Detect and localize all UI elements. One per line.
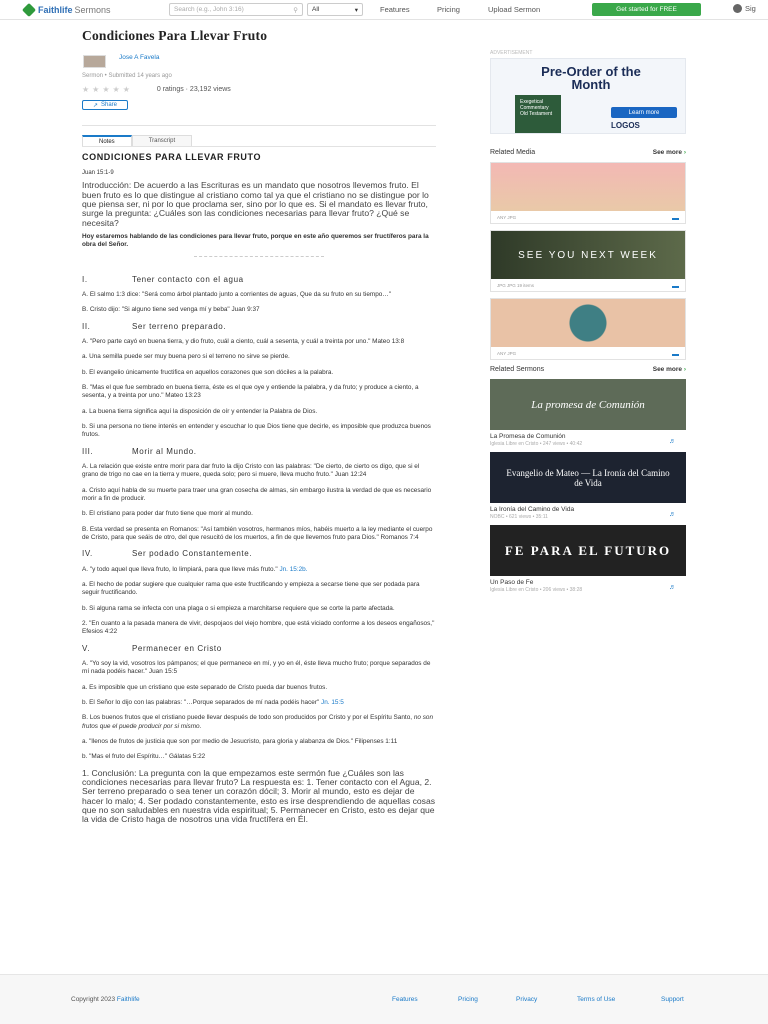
related-sermons-title: Related Sermons — [490, 366, 545, 373]
footer-terms[interactable]: Terms of Use — [577, 996, 616, 1003]
sign-in-label: Sig — [745, 4, 756, 13]
divider — [82, 125, 436, 126]
media-bar — [491, 347, 685, 359]
note-paragraph: a. Es imposible que un cristiano que este separado de Cristo pueda dar buenos frutos. — [82, 683, 328, 691]
nav-upload-sermon[interactable]: Upload Sermon — [488, 5, 541, 14]
footer-brand-link[interactable]: Faithlife — [116, 996, 140, 1003]
sermon-title[interactable]: La Promesa de Comunión — [490, 433, 566, 440]
download-icon[interactable] — [672, 214, 679, 220]
get-started-button[interactable]: Get started for FREE — [592, 3, 701, 16]
audio-icon[interactable]: ♬ — [669, 584, 676, 591]
scripture-link[interactable]: Jn. 15:2b. — [279, 565, 308, 573]
footer — [0, 974, 768, 1024]
faithlife-logo-icon — [22, 2, 36, 16]
conclusion: 1. Conclusión: La pregunta con la que empezamos este sermón fue ¿Cuáles son las condiciones necesarias para llevar fruto? La respuesta es: 1. Tener contacto con el Agua, 2. Ser terreno preparado o sea tener un corazón dócil; 3. Morir al mundo, esto es dejar de hacer lo malo; 4. Ser podado constantemente, esto es irse desprendiendo de aquellas cosas que no son saludables en nuestra vida espiritual; 5. Permanecer en Cristo, esto es dejar que la vida de Cristo haga de nosotros una vida fructífera en Él. — [82, 767, 436, 825]
audio-icon[interactable]: ♬ — [669, 511, 676, 518]
media-thumbnail: SEE YOU NEXT WEEK — [491, 231, 685, 279]
see-more-label: See more — [652, 366, 683, 373]
section-heading — [82, 644, 436, 654]
related-sermons-header — [490, 366, 686, 373]
author-avatar[interactable] — [83, 55, 106, 68]
note-paragraph: a. Cristo aquí habla de su muerte para traer una gran cosecha de almas, sin embargo ilustra la verdad de que es necesario morir a fin de producir. — [82, 486, 432, 502]
related-sermon-card[interactable] — [490, 452, 686, 520]
note-paragraph: A. "Pero parte cayó en buena tierra, y dio fruto, cuál a ciento, cuál a sesenta, y cuál a treinta por uno." Mateo 13:8 — [82, 337, 405, 345]
note-paragraph: a. El hecho de podar sugiere que cualquier rama que este fructificando y empieza a secarse tiene que ser podada para seguir fructificando. — [82, 581, 420, 597]
top-bar — [0, 0, 768, 20]
intro-bold: Hoy estaremos hablando de las condiciones para llevar fruto, porque en este año queremos ser fructíferos para la obra del Señor. — [82, 232, 429, 249]
author-link[interactable]: Jose A Favela — [119, 54, 160, 61]
note-paragraph — [82, 566, 436, 574]
chevron-right-icon: › — [683, 149, 686, 156]
brand-name: Faithlife — [38, 4, 73, 15]
note-paragraph: A. "Yo soy la vid, vosotros los pámpanos; el que permanece en mí, y yo en él, éste lleva mucho fruto; porque separados de mí nada podéis hacer." Juan 15:5 — [82, 660, 431, 676]
logos-logo: LOGOS — [611, 121, 640, 130]
faithlife-logo[interactable] — [24, 5, 162, 15]
section-title: Morir al Mundo. — [132, 446, 197, 456]
media-thumbnail — [491, 299, 685, 347]
share-label: Share — [101, 102, 118, 108]
download-icon[interactable] — [672, 282, 679, 288]
note-paragraph: A. El salmo 1:3 dice: "Será como árbol plantado junto a corrientes de aguas, Que da su fruto en su tiempo…" — [82, 290, 391, 298]
star-rating-icon[interactable]: ★★★★★ — [82, 85, 133, 94]
footer-pricing[interactable]: Pricing — [458, 996, 478, 1003]
section-title: Tener contacto con el agua — [132, 274, 244, 284]
nav-features[interactable]: Features — [380, 5, 410, 14]
footer-support[interactable]: Support — [661, 996, 684, 1003]
footer-privacy[interactable]: Privacy — [516, 996, 538, 1003]
learn-more-button[interactable]: Learn more — [611, 107, 677, 118]
advertisement[interactable] — [490, 58, 686, 134]
section-title: Permanecer en Cristo — [132, 643, 222, 653]
related-media-item[interactable] — [490, 162, 686, 224]
section-number: II. — [82, 321, 91, 331]
tab-transcript[interactable]: Transcript — [132, 135, 192, 147]
sermon-title[interactable]: La Ironía del Camino de Vida — [490, 506, 575, 513]
ratings-views: 0 ratings · 23,192 views — [156, 86, 231, 93]
section-heading — [82, 549, 436, 559]
note-paragraph: a. Una semilla puede ser muy buena pero si el terreno no sirve se pierde. — [82, 353, 290, 361]
related-sermons-see-more[interactable] — [653, 366, 686, 373]
filter-value: All — [312, 6, 320, 13]
section-number: I. — [82, 274, 88, 284]
media-meta: ANY JPG — [497, 350, 517, 356]
user-icon — [733, 4, 742, 13]
search-input[interactable] — [169, 3, 303, 16]
note-paragraph: 2. "En cuanto a la pasada manera de vivir, despojaos del viejo hombre, que está viciado conforme a los deseos engañosos," Efesios 4:22 — [82, 620, 435, 636]
nav-pricing[interactable]: Pricing — [437, 5, 460, 14]
media-meta: ANY JPG — [497, 214, 517, 220]
ad-book-image — [515, 95, 561, 134]
chevron-right-icon: › — [683, 366, 686, 373]
sermon-thumbnail: FE PARA EL FUTURO — [490, 525, 686, 576]
note-paragraph: b. El cristiano para poder dar fruto tiene que morir al mundo. — [82, 510, 253, 518]
sermon-notes — [82, 152, 436, 824]
separator — [194, 256, 324, 257]
ad-book-title: Exegetical Commentary Old Testament — [520, 99, 553, 117]
section-number: V. — [82, 643, 91, 653]
sermon-thumbnail: Evangelio de Mateo — La Ironía del Camino de Vida — [490, 452, 686, 503]
section-title: Ser terreno preparado. — [132, 321, 227, 331]
note-paragraph: B. Esta verdad se presenta en Romanos: "Así también vosotros, hermanos míos, habéis muerto a la ley mediante el cuerpo de Cristo, para que seáis de otro, del que resucitó de los muertos, a fin de que llevemos fruto para Dios." Romanos 7:4 — [82, 525, 433, 541]
divider — [82, 146, 436, 147]
note-paragraph — [82, 699, 436, 707]
sermon-meta: Iglesia Libre en Cristo • 247 views • 40:42 — [490, 441, 583, 447]
sermon-meta: Sermon • Submitted 14 years ago — [82, 73, 172, 79]
section-title: Ser podado Constantemente. — [132, 549, 253, 559]
sermon-thumbnail: La promesa de Comunión — [490, 379, 686, 430]
note-paragraph: B. Cristo dijo: "Si alguno tiene sed venga mí y beba" Juan 9:37 — [82, 306, 260, 314]
note-paragraph: b. Si una persona no tiene interés en entender y escuchar lo que Dios tiene que decirle, es imposible que produzca buenos frutos. — [82, 422, 431, 439]
notes-heading: CONDICIONES PARA LLEVAR FRUTO — [82, 152, 262, 162]
tab-notes[interactable]: Notes — [82, 135, 132, 147]
sign-in-link[interactable] — [733, 4, 756, 13]
download-icon[interactable] — [672, 350, 679, 356]
media-thumbnail — [491, 163, 685, 211]
note-paragraph: A. La relación que existe entre morir para dar fruto la dijo Cristo con las palabras: "De cierto, de cierto os digo, que si el grano de trigo no cae en la tierra y muere, queda solo; pero si muere, lleva mucho fruto." Juan 12:24 — [82, 463, 420, 479]
related-sermon-card[interactable] — [490, 525, 686, 593]
section-heading — [82, 322, 436, 332]
section-heading — [82, 275, 436, 285]
share-button[interactable] — [82, 100, 128, 110]
section-number: IV. — [82, 549, 93, 559]
footer-features[interactable]: Features — [392, 996, 418, 1003]
related-media-item[interactable] — [490, 298, 686, 360]
related-media-title: Related Media — [490, 149, 536, 156]
search-icon[interactable]: ⚲ — [293, 6, 298, 14]
note-paragraph: a. La buena tierra significa aquí la disposición de oír y entender la Palabra de Dios. — [82, 407, 318, 415]
page-title: Condiciones Para Llevar Fruto — [82, 28, 268, 43]
brand-sub: Sermons — [74, 4, 111, 15]
sermon-title[interactable]: Un Paso de Fe — [490, 579, 534, 586]
note-italic: no son frutos que el puede producir por si mismo. — [82, 714, 434, 730]
sermon-meta: NOBC • 621 views • 35:11 — [490, 514, 548, 520]
related-media-header — [490, 149, 686, 156]
sermon-meta: Iglesia Libre en Cristo • 206 views • 38:28 — [490, 587, 583, 593]
rating-row — [82, 85, 231, 94]
chevron-down-icon: ▾ — [354, 6, 358, 14]
see-more-label: See more — [652, 149, 683, 156]
section-heading — [82, 447, 436, 457]
audio-icon[interactable]: ♬ — [669, 438, 676, 445]
note-text: A. "y todo aquel que lleva fruto, lo limpiará, para que lleve más fruto." — [82, 565, 278, 573]
media-meta: JPG JPG 19 items — [497, 282, 535, 288]
related-media-see-more[interactable] — [653, 149, 686, 156]
note-paragraph — [82, 714, 436, 731]
section-number: III. — [82, 446, 94, 456]
note-paragraph: b. El evangelio únicamente fructifica en aquellos corazones que son dóciles a la palabra. — [82, 368, 334, 376]
note-text: b. El Señor lo dijo con las palabras: "…Porque separados de mí nada podéis hacer" — [82, 699, 320, 707]
copyright-text: Copyright 2023 — [71, 996, 116, 1003]
ad-label: ADVERTISEMENT — [490, 50, 533, 56]
scripture-reference: Juan 15:1-9 — [82, 169, 114, 176]
note-paragraph: b. Si alguna rama se infecta con una plaga o si empieza a marchitarse requiere que se corte la parte afectada. — [82, 604, 395, 612]
scripture-link[interactable]: Jn. 15:5 — [321, 699, 344, 707]
note-paragraph: b. "Mas el fruto del Espíritu…" Gálatas 5:22 — [82, 753, 206, 761]
related-media-item[interactable] — [490, 230, 686, 292]
search-filter-select[interactable] — [307, 3, 363, 16]
media-bar — [491, 211, 685, 223]
search-placeholder: Search (e.g., John 3:16) — [174, 6, 244, 13]
note-text: B. Los buenos frutos que el cristiano puede llevar después de todo son producidos por Cristo y por el Espíritu Santo, — [82, 714, 413, 722]
media-bar — [491, 279, 685, 291]
copyright — [71, 996, 140, 1003]
note-paragraph: B. "Mas el que fue sembrado en buena tierra, éste es el que oye y entiende la palabra, y da fruto; y produce a ciento, a sesenta, y a treinta por uno." Mateo 13:23 — [82, 383, 419, 400]
ad-headline: Pre-Order of the Month — [541, 64, 641, 92]
share-icon: ↗ — [92, 102, 98, 109]
introduction: Introducción: De acuerdo a las Escrituras es un mandato que nosotros llevemos fruto. El buen fruto es lo que distingue al cristiano como tal ya que el cristiano no se distingue por lo que piensa ser, ni por lo que proclama ser, sino por lo que es. Si el mandato es llevar fruto, surge la pregunta: ¿Cuáles son las condiciones necesarias para llevar fruto? ¿Qué se necesita? — [82, 180, 429, 228]
note-paragraph: a. "llenos de frutos de justicia que son por medio de Jesucristo, para gloria y alabanza de Dios." Filipenses 1:11 — [82, 738, 398, 746]
related-sermon-card[interactable] — [490, 379, 686, 447]
